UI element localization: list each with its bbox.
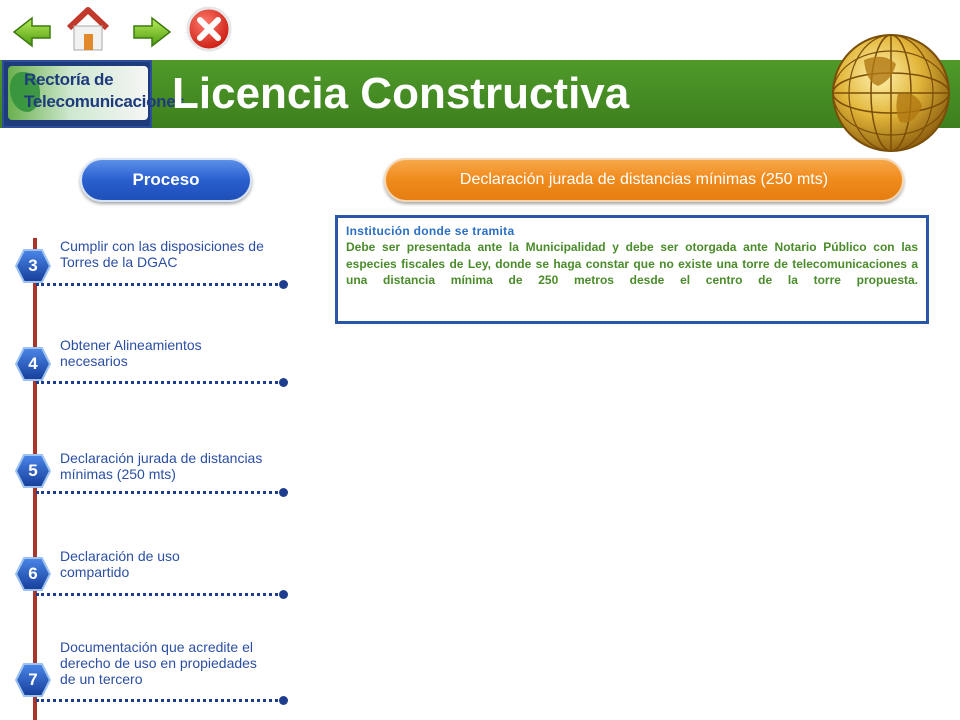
connector-end-dot [279,488,288,497]
proceso-button[interactable]: Proceso [80,158,252,202]
step-label: Obtener Alineamientos necesarios [60,337,202,369]
step-number: 4 [28,354,38,373]
step-label: Declaración de uso compartido [60,548,180,580]
step-number: 5 [28,461,38,480]
dotted-connector [36,283,284,286]
step-number: 6 [28,564,38,583]
step-label: Cumplir con las disposiciones de Torres de la DGAC [60,238,264,270]
step-item-7[interactable] [0,638,300,698]
globe-icon [826,30,956,156]
step-number: 7 [28,670,38,689]
step-item-3[interactable] [0,236,300,296]
home-icon[interactable] [63,4,113,54]
step-label: Declaración jurada de distancias mínimas (250 mts) [60,450,263,482]
step-label: Documentación que acredite el derecho de uso en propiedades de un tercero [60,639,257,687]
step-number: 3 [28,256,38,275]
connector-end-dot [279,280,288,289]
close-icon[interactable] [184,4,234,54]
info-box [335,215,929,324]
info-title: Institución donde se tramita [346,224,515,238]
forward-arrow-icon[interactable] [130,4,174,54]
step-item-5[interactable] [0,448,300,508]
step-item-6[interactable] [0,546,300,606]
logo-line2: Telecomunicaciones [24,92,185,111]
back-arrow-icon[interactable] [10,4,54,54]
dotted-connector [36,593,284,596]
connector-end-dot [279,590,288,599]
connector-end-dot [279,696,288,705]
dotted-connector [36,381,284,384]
info-body: Debe ser presentada ante la Municipalidad y debe ser otorgada ante Notario Público con las especies fiscales de Ley, donde se haga constar que no existe una torre de telecomunicaciones a una distancia mínima de 250 metros desde el centro de la torre propuesta. [346,240,918,288]
connector-end-dot [279,378,288,387]
page-title: Licencia Constructiva [172,69,630,118]
logo [2,60,185,128]
logo-line1: Rectoría de [24,70,114,89]
current-step-button[interactable]: Declaración jurada de distancias mínimas (250 mts) [384,158,904,202]
dotted-connector [36,491,284,494]
dotted-connector [36,699,284,702]
step-item-4[interactable] [0,335,300,395]
logo-background [8,66,185,120]
